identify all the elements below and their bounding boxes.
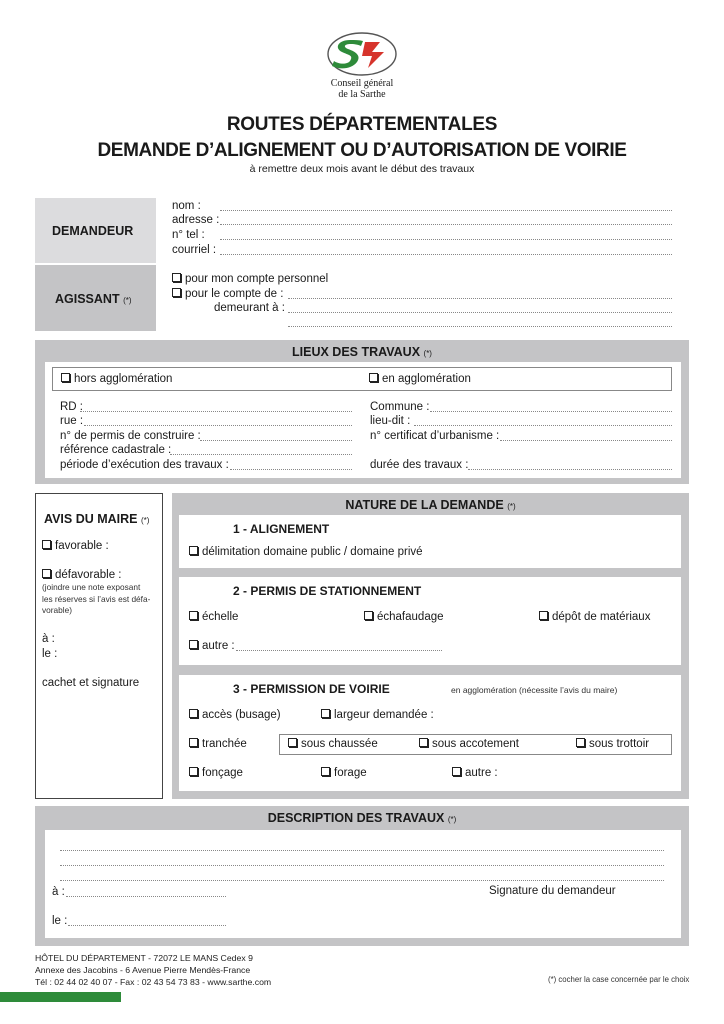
demandeur-adresse-label: adresse : bbox=[172, 214, 220, 226]
lieux-cadastre-label: référence cadastrale : bbox=[60, 444, 172, 456]
footer-line3: Tél : 02 44 02 40 07 - Fax : 02 43 54 73 83 - www.sarthe.com bbox=[35, 977, 272, 987]
maire-box bbox=[35, 493, 163, 799]
lieux-cu-label: n° certificat d’urbanisme : bbox=[370, 430, 500, 442]
lieux-cu-field[interactable] bbox=[500, 440, 672, 441]
nature-sous-chaussee[interactable]: sous chaussée bbox=[288, 738, 378, 750]
nature-sous-accotement[interactable]: sous accotement bbox=[419, 738, 519, 750]
demandeur-label: DEMANDEUR bbox=[52, 224, 134, 238]
lieux-periode-label: période d’exécution des travaux : bbox=[60, 459, 229, 471]
checkbox-icon[interactable] bbox=[539, 611, 548, 620]
maire-cachet-label: cachet et signature bbox=[42, 677, 140, 689]
maire-a-label: à : bbox=[42, 633, 55, 645]
checkbox-icon[interactable] bbox=[288, 738, 297, 747]
checkbox-icon[interactable] bbox=[189, 640, 198, 649]
checkbox-icon[interactable] bbox=[189, 767, 198, 776]
checkbox-icon[interactable] bbox=[189, 611, 198, 620]
nature-forage[interactable]: forage bbox=[321, 767, 367, 779]
agissant-opt-personnel[interactable]: pour mon compte personnel bbox=[172, 273, 328, 285]
maire-note-1: (joindre une note exposant bbox=[42, 582, 141, 592]
lieux-header: LIEUX DES TRAVAUX (*) bbox=[292, 345, 432, 359]
nature-voirie-note: en agglomération (nécessite l’avis du maire) bbox=[451, 685, 618, 695]
maire-le-label: le : bbox=[42, 648, 58, 660]
nature-depot[interactable]: dépôt de matériaux bbox=[539, 611, 650, 623]
nature-tranchee[interactable]: tranchée bbox=[189, 738, 247, 750]
description-signature-label: Signature du demandeur bbox=[489, 885, 616, 897]
agissant-demeurant-label: demeurant à : bbox=[214, 302, 285, 314]
agissant-demeurant-field[interactable] bbox=[288, 312, 672, 313]
agissant-compte-de-field[interactable] bbox=[288, 298, 672, 299]
checkbox-icon[interactable] bbox=[452, 767, 461, 776]
checkbox-icon[interactable] bbox=[369, 373, 378, 382]
checkbox-icon[interactable] bbox=[172, 273, 181, 282]
footer-green-bar bbox=[0, 992, 121, 1002]
nature-header: NATURE DE LA DEMANDE (*) bbox=[345, 498, 516, 512]
demandeur-courriel-field[interactable] bbox=[220, 254, 672, 255]
checkbox-icon[interactable] bbox=[419, 738, 428, 747]
page-title-2: DEMANDE D’ALIGNEMENT OU D’AUTORISATION DE VOIRIE bbox=[97, 140, 627, 161]
maire-defavorable[interactable]: défavorable : bbox=[42, 569, 122, 581]
checkbox-icon[interactable] bbox=[172, 288, 181, 297]
nature-s3-autre[interactable]: autre : bbox=[452, 767, 498, 779]
demandeur-tel-label: n° tel : bbox=[172, 229, 205, 241]
lieux-lieudit-label: lieu-dit : bbox=[370, 415, 411, 427]
lieux-hors-agglo[interactable]: hors agglomération bbox=[61, 373, 172, 385]
checkbox-icon[interactable] bbox=[189, 709, 198, 718]
checkbox-icon[interactable] bbox=[61, 373, 70, 382]
maire-favorable[interactable]: favorable : bbox=[42, 540, 109, 552]
checkbox-icon[interactable] bbox=[321, 767, 330, 776]
footer-note: (*) cocher la case concernée par le choix bbox=[548, 975, 690, 984]
lieux-rd-field[interactable] bbox=[80, 411, 352, 412]
lieux-duree-field[interactable] bbox=[468, 469, 672, 470]
logo-line2: de la Sarthe bbox=[338, 89, 386, 100]
nature-s2-autre[interactable]: autre : bbox=[189, 640, 235, 652]
description-line-2[interactable] bbox=[60, 865, 664, 866]
footer-line2: Annexe des Jacobins - 6 Avenue Pierre Mendès-France bbox=[35, 965, 251, 975]
maire-note-2: les réserves si l’avis est défa- bbox=[42, 594, 151, 604]
lieux-lieudit-field[interactable] bbox=[414, 425, 672, 426]
description-line-3[interactable] bbox=[60, 880, 664, 881]
description-le-field[interactable] bbox=[68, 925, 226, 926]
demandeur-tel-field[interactable] bbox=[220, 239, 672, 240]
checkbox-icon[interactable] bbox=[42, 569, 51, 578]
description-body bbox=[45, 830, 681, 938]
description-line-1[interactable] bbox=[60, 850, 664, 851]
lieux-permis-label: n° de permis de construire : bbox=[60, 430, 201, 442]
nature-s2-autre-field[interactable] bbox=[236, 650, 442, 651]
nature-acces[interactable]: accès (busage) bbox=[189, 709, 281, 721]
lieux-rd-label: RD : bbox=[60, 401, 83, 413]
demandeur-nom-label: nom : bbox=[172, 200, 201, 212]
agissant-label: AGISSANT (*) bbox=[55, 292, 132, 306]
checkbox-icon[interactable] bbox=[42, 540, 51, 549]
lieux-rue-field[interactable] bbox=[84, 425, 352, 426]
lieux-commune-field[interactable] bbox=[430, 411, 672, 412]
lieux-rue-label: rue : bbox=[60, 415, 84, 427]
maire-title: AVIS DU MAIRE (*) bbox=[44, 512, 150, 526]
description-le-label: le : bbox=[52, 915, 68, 927]
nature-echelle[interactable]: échelle bbox=[189, 611, 238, 623]
agissant-opt-compte-de[interactable]: pour le compte de : bbox=[172, 288, 283, 300]
nature-voirie-title: 3 - PERMISSION DE VOIRIE bbox=[233, 682, 390, 696]
checkbox-icon[interactable] bbox=[321, 709, 330, 718]
description-a-field[interactable] bbox=[66, 896, 226, 897]
lieux-cadastre-field[interactable] bbox=[170, 454, 352, 455]
lieux-periode-field[interactable] bbox=[230, 469, 352, 470]
checkbox-icon[interactable] bbox=[364, 611, 373, 620]
description-header: DESCRIPTION DES TRAVAUX (*) bbox=[267, 811, 457, 825]
demandeur-nom-field[interactable] bbox=[220, 210, 672, 211]
footer-line1: HÔTEL DU DÉPARTEMENT - 72072 LE MANS Cedex 9 bbox=[35, 953, 253, 963]
page-title-1: ROUTES DÉPARTEMENTALES bbox=[226, 114, 498, 135]
checkbox-icon[interactable] bbox=[576, 738, 585, 747]
conseil-general-logo-icon bbox=[310, 28, 414, 78]
nature-echafaudage[interactable]: échafaudage bbox=[364, 611, 444, 623]
lieux-en-agglo[interactable]: en agglomération bbox=[369, 373, 471, 385]
agissant-demeurant-field-2[interactable] bbox=[288, 326, 672, 327]
nature-largeur[interactable]: largeur demandée : bbox=[321, 709, 434, 721]
checkbox-icon[interactable] bbox=[189, 738, 198, 747]
nature-sous-trottoir[interactable]: sous trottoir bbox=[576, 738, 649, 750]
logo-line1: Conseil général bbox=[330, 78, 394, 89]
demandeur-adresse-field[interactable] bbox=[220, 224, 672, 225]
checkbox-icon[interactable] bbox=[189, 546, 198, 555]
page-subtitle: à remettre deux mois avant le début des travaux bbox=[249, 163, 475, 175]
description-a-label: à : bbox=[52, 886, 65, 898]
nature-stationnement-title: 2 - PERMIS DE STATIONNEMENT bbox=[233, 584, 422, 598]
demandeur-courriel-label: courriel : bbox=[172, 244, 217, 256]
lieux-permis-field[interactable] bbox=[200, 440, 352, 441]
lieux-commune-label: Commune : bbox=[370, 401, 430, 413]
nature-alignement-title: 1 - ALIGNEMENT bbox=[233, 522, 330, 536]
nature-foncage[interactable]: fonçage bbox=[189, 767, 243, 779]
lieux-duree-label: durée des travaux : bbox=[370, 459, 469, 471]
nature-alignement-opt[interactable]: délimitation domaine public / domaine privé bbox=[189, 546, 423, 558]
logo bbox=[310, 28, 414, 104]
maire-note-3: vorable) bbox=[42, 605, 72, 615]
